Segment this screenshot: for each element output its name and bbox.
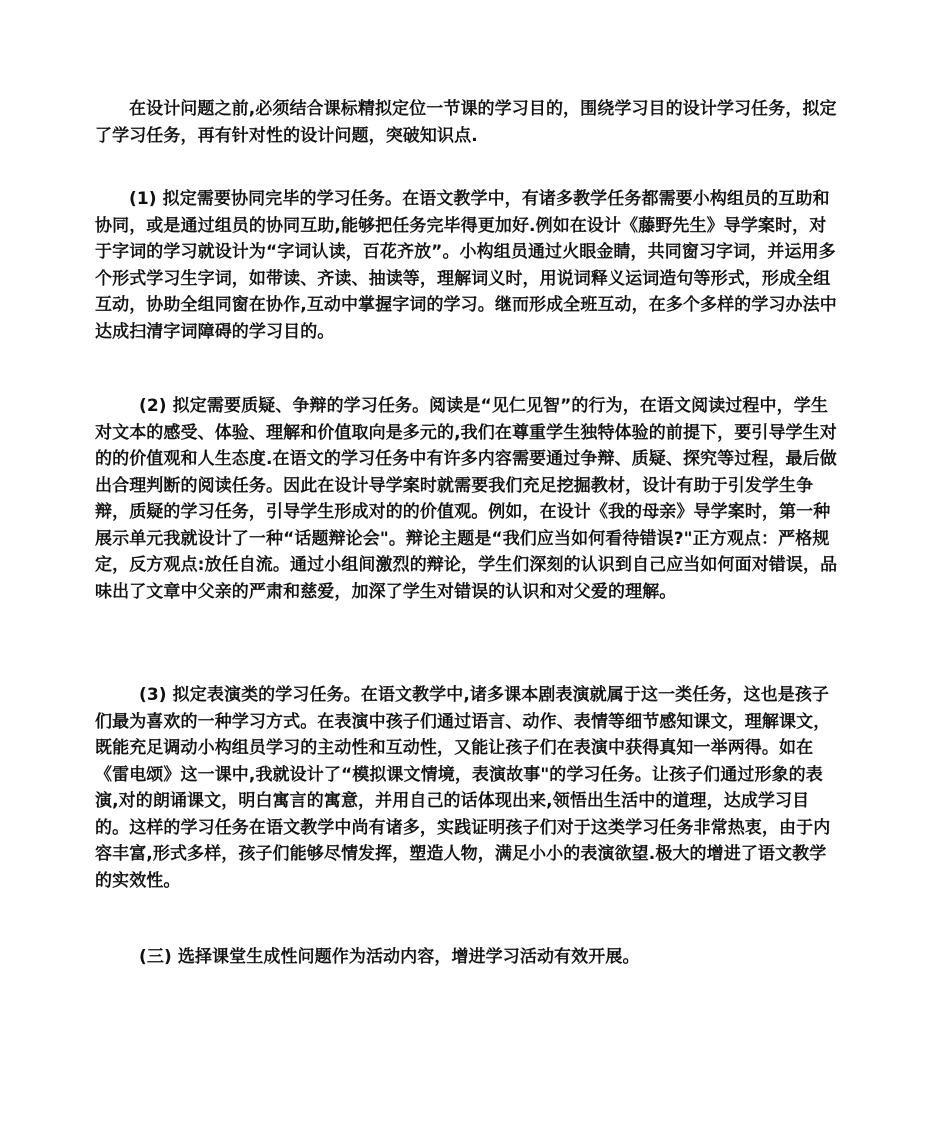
cooperative-task-paragraph: (1) 拟定需要协同完毕的学习任务。在语文教学中，有诸多教学任务都需要小构组员的互助和协同，或是通过组员的协同互助,能够把任务完毕得更加好.例如在设计《藤野先生》导学案时，对于字词的学习就设计为“字词认读，百花齐放”。小构组员通过火眼金睛，共同窗习字词，并运用多个形式学习生字词，如带读、齐读、抽读等，理解词义时，用说词释义运词造句等形式，形成全组互动，协助全组同窗在协作,互动中掌握字词的学习。继而形成全班互动，在多个多样的学习办法中达成扫清字词障碍的学习目的。 (95, 189, 837, 342)
section-heading: (三) 选择课堂生成性问题作为活动内容，增进学习活动有效开展。 (139, 947, 640, 967)
performance-task-paragraph: (3) 拟定表演类的学习任务。在语文教学中,诸多课本剧表演就属于这一类任务，这也是孩子们最为喜欢的一种学习方式。在表演中孩子们通过语言、动作、表情等细节感知课文，理解课文，既能充足调动小构组员学习的主动性和互动性，又能让孩子们在表演中获得真知一举两得。如在《雷电颂》这一课中,我就设计了“模拟课文情境，表演故事"的学习任务。让孩子们通过形象的表演,对的朗诵课文，明白寓言的寓意，并用自己的话体现出来,领悟出生活中的道理，达成学习目的。这样的学习任务在语文教学中尚有诸多，实践证明孩子们对于这类学习任务非常热衷，由于内容丰富,形式多样，孩子们能够尽情发挥，塑造人物，满足小小的表演欲望.极大的增进了语文教学的实效性。 (95, 685, 831, 891)
debate-task-paragraph: (2) 拟定需要质疑、争辩的学习任务。阅读是“见仁见智”的行为，在语文阅读过程中，学生对文本的感受、体验、理解和价值取向是多元的,我们在尊重学生独特体验的前提下，要引导学生对的的价值观和人生态度.在语文的学习任务中有许多内容需要通过争辩、质疑、探究等过程，最后做出合理判断的阅读任务。因此在设计导学案时就需要我们充足挖掘教材，设计有助于引发学生争辩，质疑的学习任务，引导学生形成对的的价值观。例如，在设计《我的母亲》导学案时，第一种展示单元我就设计了一种“话题辩论会"。辩论主题是“我们应当如何看待错误?"正方观点：严格规定，反方观点:放任自流。通过小组间激烈的辩论，学生们深刻的认识到自己应当如何面对错误，品味出了文章中父亲的严肃和慈爱，加深了学生对错误的认识和对父爱的理解。 (95, 396, 838, 602)
intro-paragraph: 在设计问题之前,必须结合课标精拟定位一节课的学习目的，围绕学习目的设计学习任务，拟定了学习任务，再有针对性的设计问题，突破知识点. (95, 99, 837, 146)
